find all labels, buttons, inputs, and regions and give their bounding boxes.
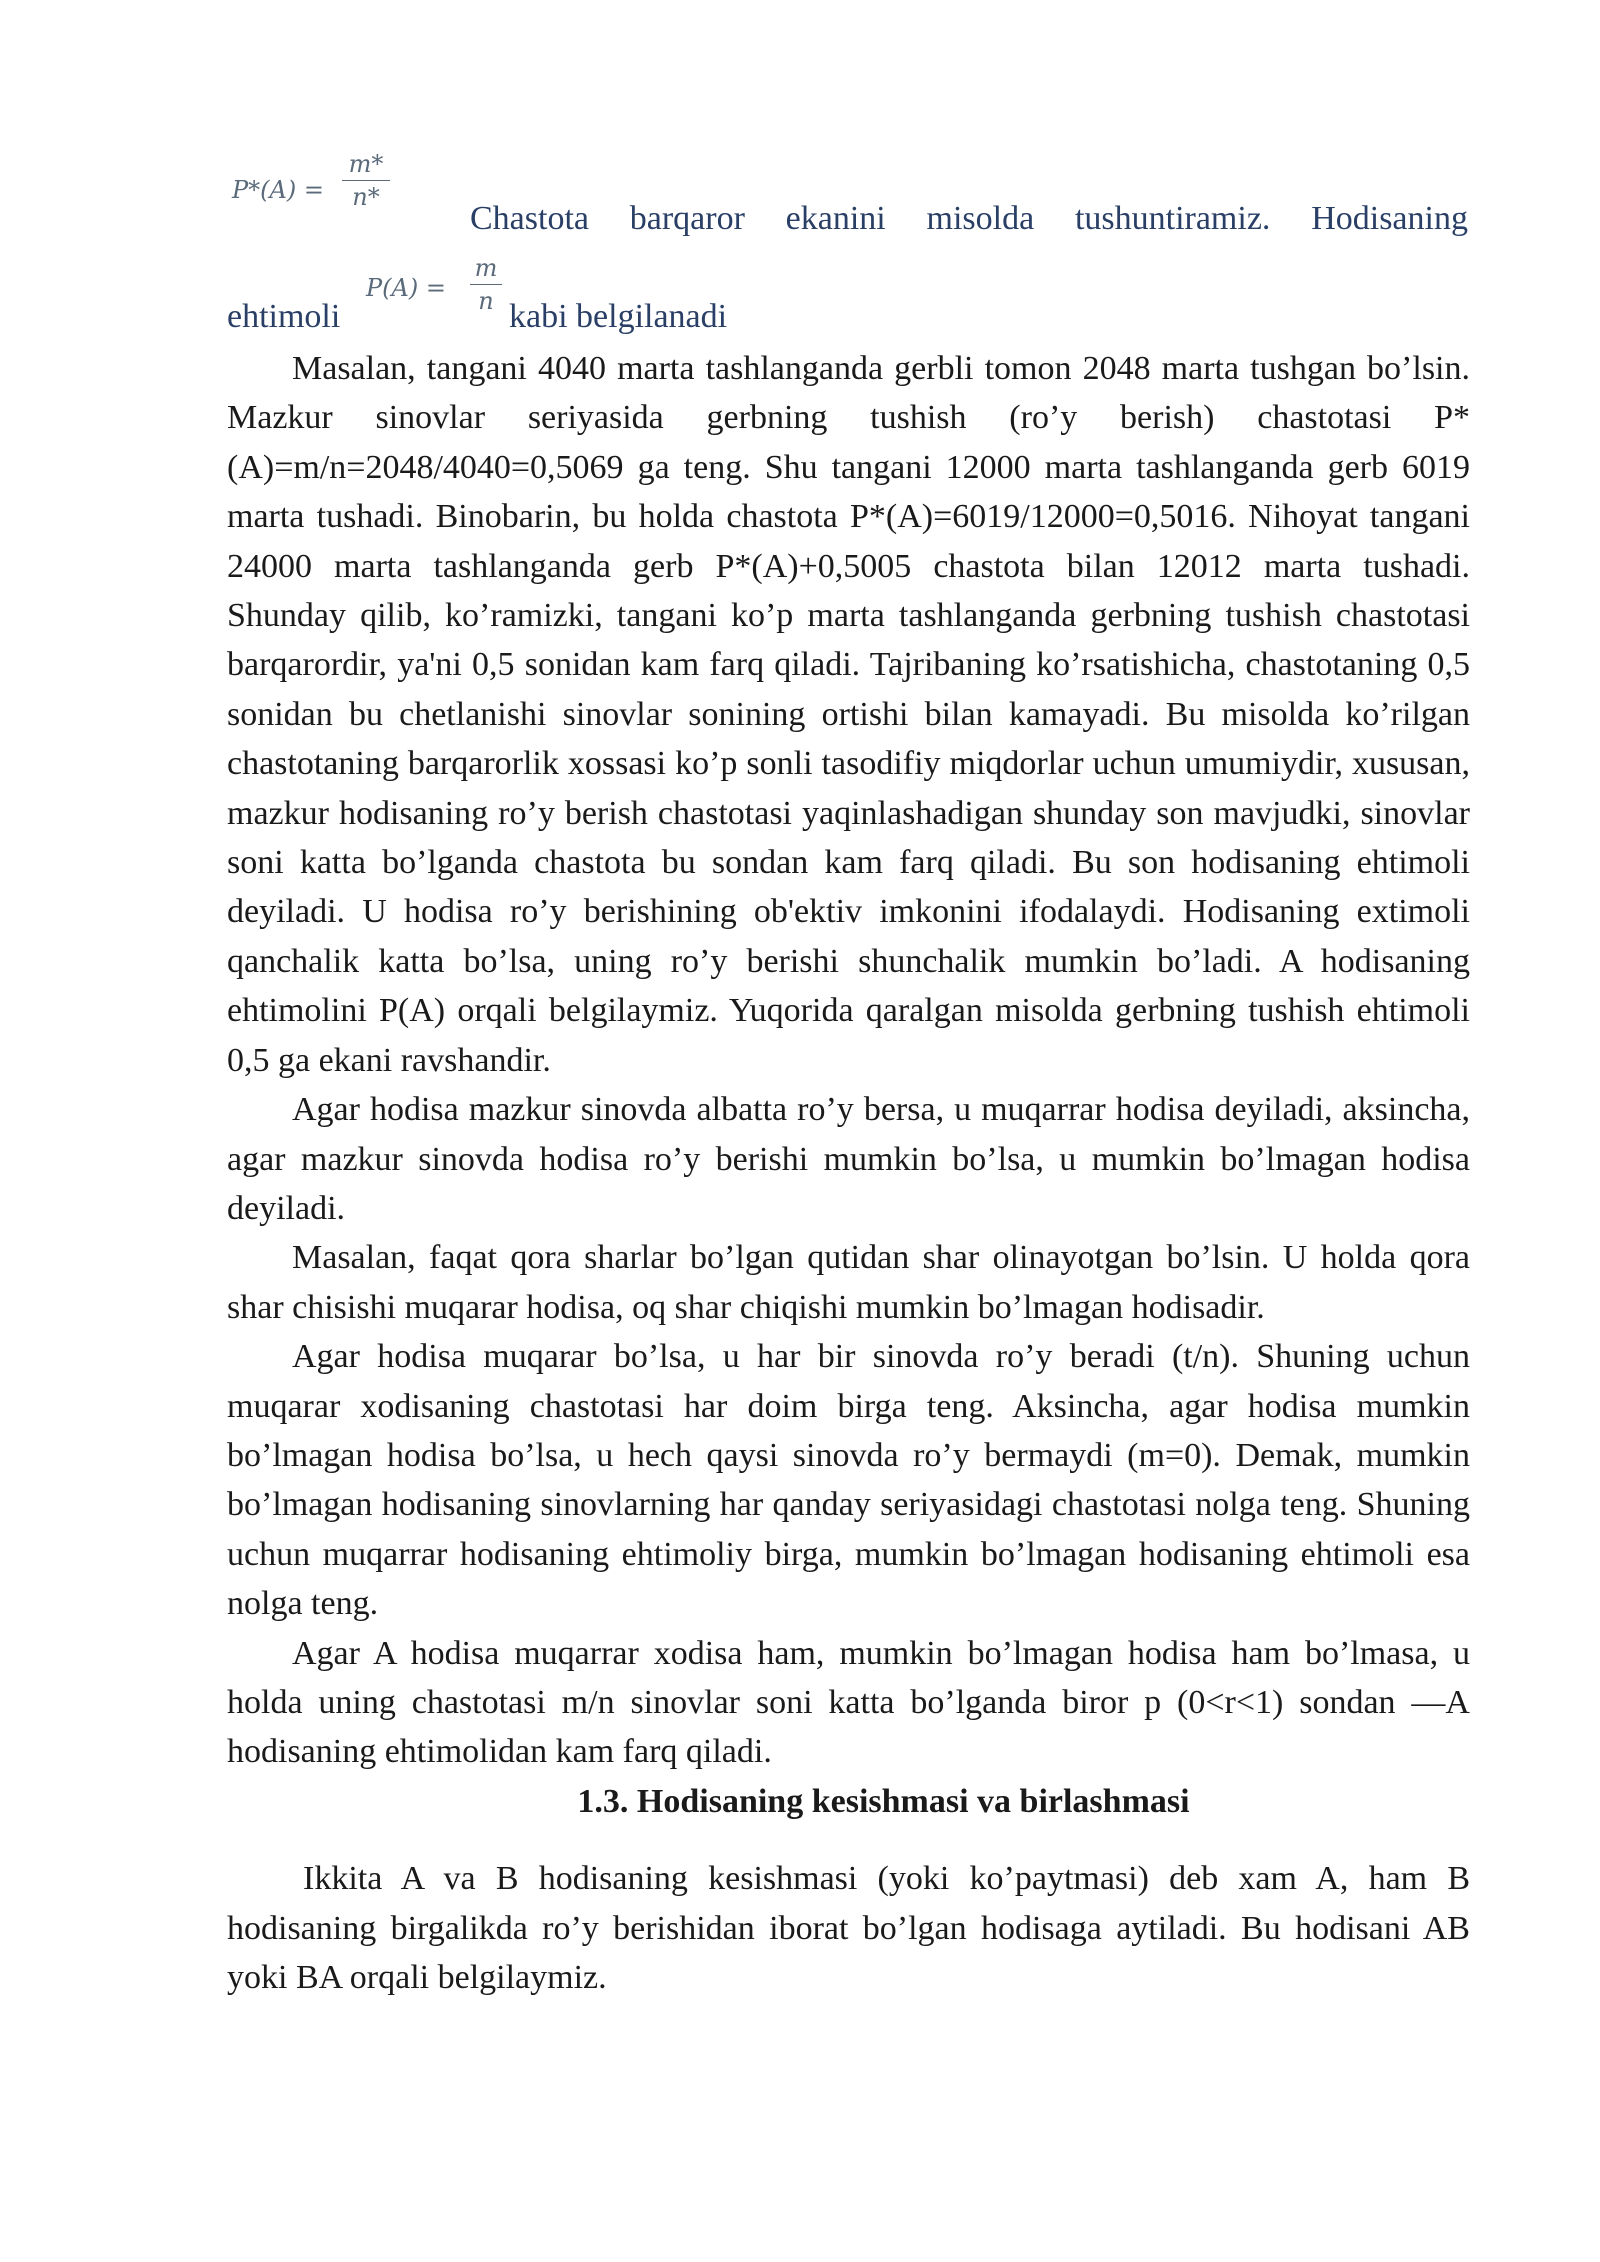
formula-numerator: m*	[348, 150, 384, 178]
intro-word: ekanini	[785, 200, 886, 237]
intro-suffix: kabi belgilanadi	[509, 298, 728, 335]
section-heading: 1.3. Hodisaning kesishmasi va birlashmasi	[577, 1782, 1190, 1820]
paragraph: Agar hodisa muqarar bo’lsa, u har bir sinovda ro’y beradi (t/n). Shuning uchun muqarar xodisaning chastotasi har doim birga teng. Aksincha, agar hodisa mumkin bo’lmagan hodisa bo’lsa, u hech qaysi sinovda ro’y bermaydi (m=0). Demak, mumkin bo’lmagan hodisaning sinovlarning har qanday seriyasidagi chastotasi nolga teng. Shuning uchun muqarrar hodisaning ehtimoliy birga, mumkin bo’lmagan hodisaning ehtimoli esa nolga teng.	[227, 1338, 1470, 1623]
formula-fraction	[470, 254, 502, 315]
intro-prefix: ehtimoli	[227, 298, 341, 335]
intro-word: misolda	[926, 200, 1035, 237]
formula-fraction	[342, 150, 390, 211]
body-text	[227, 344, 1470, 2002]
section-paragraph: Ikkita A va B hodisaning kesishmasi (yoki ko’paytmasi) deb xam A, ham B hodisaning birgalikda ro’y berishidan iborat bo’lgan hodisaga aytiladi. Bu hodisani AB yoki BA orqali belgilaymiz.	[227, 1860, 1470, 1996]
paragraph: Masalan, tangani 4040 marta tashlanganda gerbli tomon 2048 marta tushgan bo’lsin. Mazkur sinovlar seriyasida gerbning tushish (ro’y berish) chastotasi P*(A)=m/n=2048/4040=0,5069 ga teng. Shu tangani 12000 marta tashlanganda gerb 6019 marta tushadi. Binobarin, bu holda chastota P*(A)=6019/12000=0,5016. Nihoyat tangani 24000 marta tashlanganda gerb P*(A)+0,5005 chastota bilan 12012 marta tushadi. Shunday qilib, ko’ramizki, tangani ko’p marta tashlanganda gerbning tushish chastotasi barqarordir, ya'ni 0,5 sonidan kam farq qiladi. Tajribaning ko’rsatishicha, chastotaning 0,5 sonidan bu chetlanishi sinovlar sonining ortishi bilan kamayadi. Bu misolda ko’rilgan chastotaning barqarorlik xossasi ko’p sonli tasodifiy miqdorlar uchun umumiydir, xususan, mazkur hodisaning ro’y berish chastotasi yaqinlashadigan shunday son mavjudki, sinovlar soni katta bo’lganda chastota bu sondan kam farq qiladi. Bu son hodisaning ehtimoli deyiladi. U hodisa ro’y berishining ob'ektiv imkonini ifodalaydi. Hodisaning extimoli qanchalik katta bo’lsa, uning ro’y berishi shunchalik mumkin bo’ladi. A hodisaning ehtimolini P(A) orqali belgilaymiz. Yuqorida qaralgan misolda gerbning tushish ehtimoli 0,5 ga ekani ravshandir.	[227, 350, 1470, 1079]
formula-denominator: n	[478, 287, 494, 315]
paragraph: Agar hodisa mazkur sinovda albatta ro’y bersa, u muqarrar hodisa deyiladi, aksincha, agar mazkur sinovda hodisa ro’y berishi mumkin bo’lsa, u mumkin bo’lmagan hodisa deyiladi.	[227, 1091, 1470, 1227]
formula-denominator: n*	[352, 183, 380, 211]
formula-lhs: P(A) =	[366, 274, 446, 302]
formula-numerator: m	[474, 254, 498, 282]
intro-word: tushuntiramiz.	[1074, 200, 1271, 237]
intro-word: Hodisaning	[1311, 200, 1468, 237]
fraction-bar	[470, 284, 502, 285]
paragraph: Masalan, faqat qora sharlar bo’lgan qutidan shar olinayotgan bo’lsin. U holda qora shar chisishi muqarar hodisa, oq shar chiqishi mumkin bo’lmagan hodisadir.	[227, 1239, 1470, 1326]
intro-word: Chastota	[470, 200, 589, 237]
fraction-bar	[342, 180, 390, 181]
paragraph: Agar A hodisa muqarrar xodisa ham, mumkin bo’lmagan hodisa ham bo’lmasa, u holda uning chastotasi m/n sinovlar soni katta bo’lganda biror p (0<r<1) sondan —A hodisaning ehtimolidan kam farq qiladi.	[227, 1634, 1470, 1771]
formula-lhs: P*(A) =	[232, 176, 324, 204]
intro-line	[470, 200, 1468, 238]
intro-word: barqaror	[629, 200, 745, 237]
